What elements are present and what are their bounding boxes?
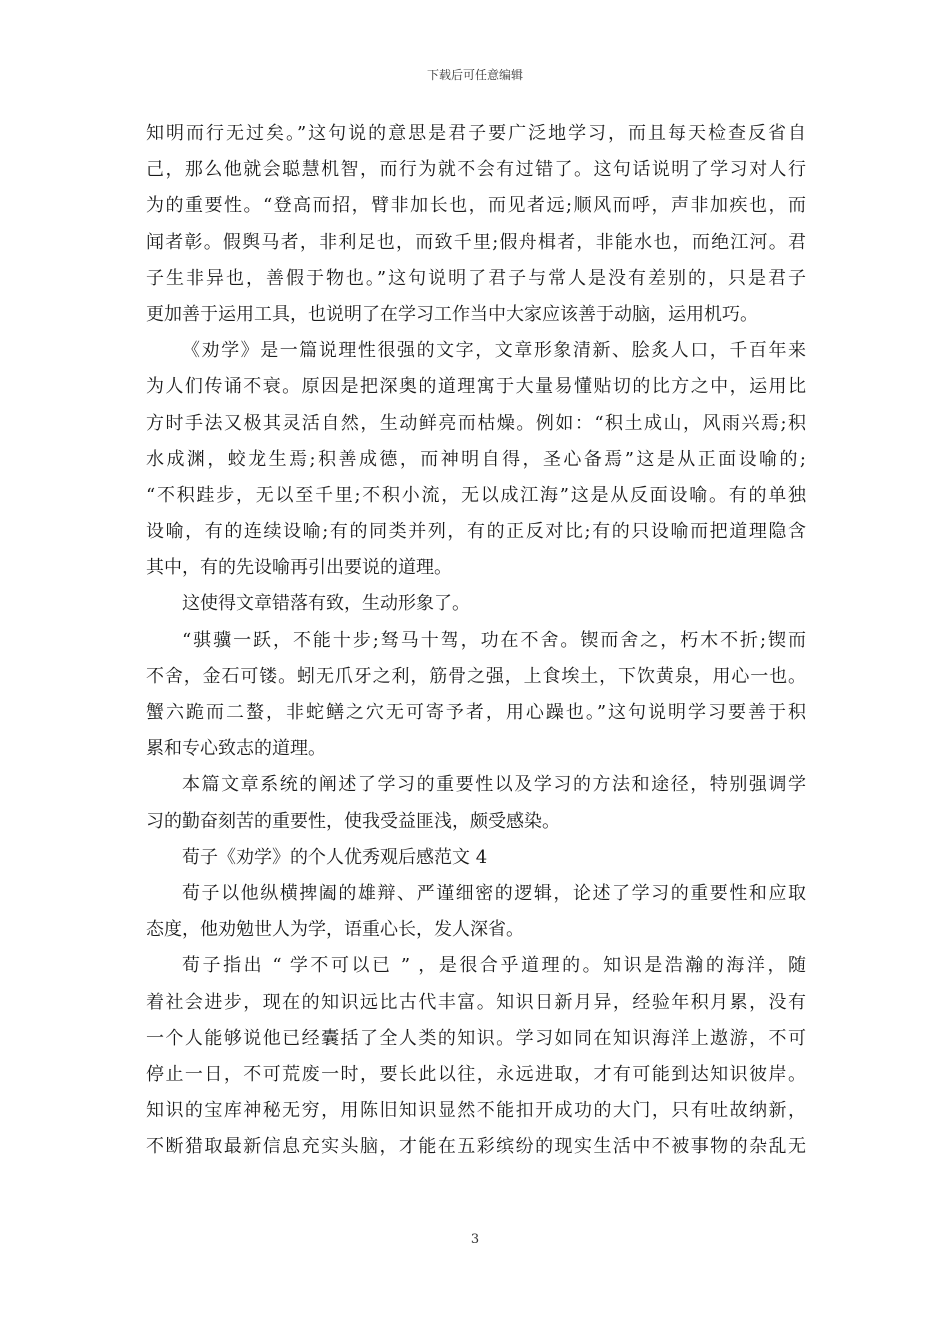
text-line: 着社会进步，现在的知识远比古代丰富。知识日新月异，经验年积月累，没有 — [146, 991, 806, 1013]
text-line: 更加善于运用工具，也说明了在学习工作当中大家应该善于动脑，运用机巧。 — [146, 303, 758, 325]
text-line: 水成渊，蛟龙生焉;积善成德，而神明自得，圣心备焉”这是从正面设喻的; — [146, 448, 806, 470]
text-line: 习的勤奋刻苦的重要性，使我受益匪浅，颇受感染。 — [146, 810, 560, 832]
text-line: 己，那么他就会聪慧机智，而行为就不会有过错了。这句话说明了学习对人行 — [146, 159, 806, 181]
text-line: 这使得文章错落有致，生动形象了。 — [182, 593, 470, 615]
text-line: 知识的宝库神秘无穷，用陈旧知识显然不能扣开成功的大门，只有吐故纳新， — [146, 1100, 806, 1122]
page-number: 3 — [470, 1232, 480, 1247]
text-line: 方时手法又极其灵活自然，生动鲜亮而枯燥。例如：“积土成山，风雨兴焉;积 — [146, 412, 806, 434]
text-line: 本篇文章系统的阐述了学习的重要性以及学习的方法和途径，特别强调学 — [182, 774, 806, 796]
text-line: 闻者彰。假舆马者，非利足也，而致千里;假舟楫者，非能水也，而绝江河。君 — [146, 231, 806, 253]
text-line: 一个人能够说他已经囊括了全人类的知识。学习如同在知识海洋上遨游，不可 — [146, 1027, 806, 1049]
page-header: 下载后可任意编辑 — [426, 68, 523, 82]
text-line: “骐骥一跃，不能十步;驽马十驾，功在不舍。锲而舍之，朽木不折;锲而 — [182, 629, 806, 651]
text-line: 态度，他劝勉世人为学，语重心长，发人深省。 — [146, 919, 524, 941]
text-line: 知明而行无过矣。”这句说的意思是君子要广泛地学习，而且每天检查反省自 — [146, 123, 806, 144]
text-line: 为的重要性。“登高而招，臂非加长也，而见者远;顺风而呼，声非加疾也，而 — [146, 195, 806, 217]
text-line: 荀子以他纵横捭阖的雄辩、严谨细密的逻辑，论述了学习的重要性和应取 — [182, 882, 806, 904]
text-line: 《劝学》是一篇说理性很强的文字，文章形象清新、脍炙人口，千百年来 — [182, 340, 806, 362]
text-line: 蟹六跪而二螯，非蛇鳝之穴无可寄予者，用心躁也。”这句说明学习要善于积 — [146, 702, 806, 723]
text-line: 其中，有的先设喻再引出要说的道理。 — [146, 557, 452, 579]
text-line: “不积跬步，无以至千里;不积小流，无以成江海”这是从反面设喻。有的单独 — [146, 484, 806, 506]
text-line: 不断猎取最新信息充实头脑，才能在五彩缤纷的现实生活中不被事物的杂乱无 — [146, 1136, 806, 1158]
text-line: 子生非异也，善假于物也。”这句说明了君子与常人是没有差别的，只是君子 — [146, 267, 806, 289]
text-line: 不舍，金石可镂。蚓无爪牙之利，筋骨之强，上食埃土，下饮黄泉，用心一也。 — [146, 665, 806, 687]
text-line: 荀子指出 “ 学不可以已 ” ，是很合乎道理的。知识是浩瀚的海洋，随 — [182, 955, 806, 977]
text-line: 设喻，有的连续设喻;有的同类并列，有的正反对比;有的只设喻而把道理隐含 — [146, 521, 806, 543]
text-line: 荀子《劝学》的个人优秀观后感范文 4 — [182, 846, 488, 868]
text-line: 累和专心致志的道理。 — [146, 738, 326, 760]
text-line: 为人们传诵不衰。原因是把深奥的道理寓于大量易懂贴切的比方之中，运用比 — [146, 376, 806, 398]
text-line: 停止一日，不可荒废一时，要长此以往，永远进取，才有可能到达知识彼岸。 — [146, 1063, 806, 1085]
document-body — [146, 116, 806, 1165]
